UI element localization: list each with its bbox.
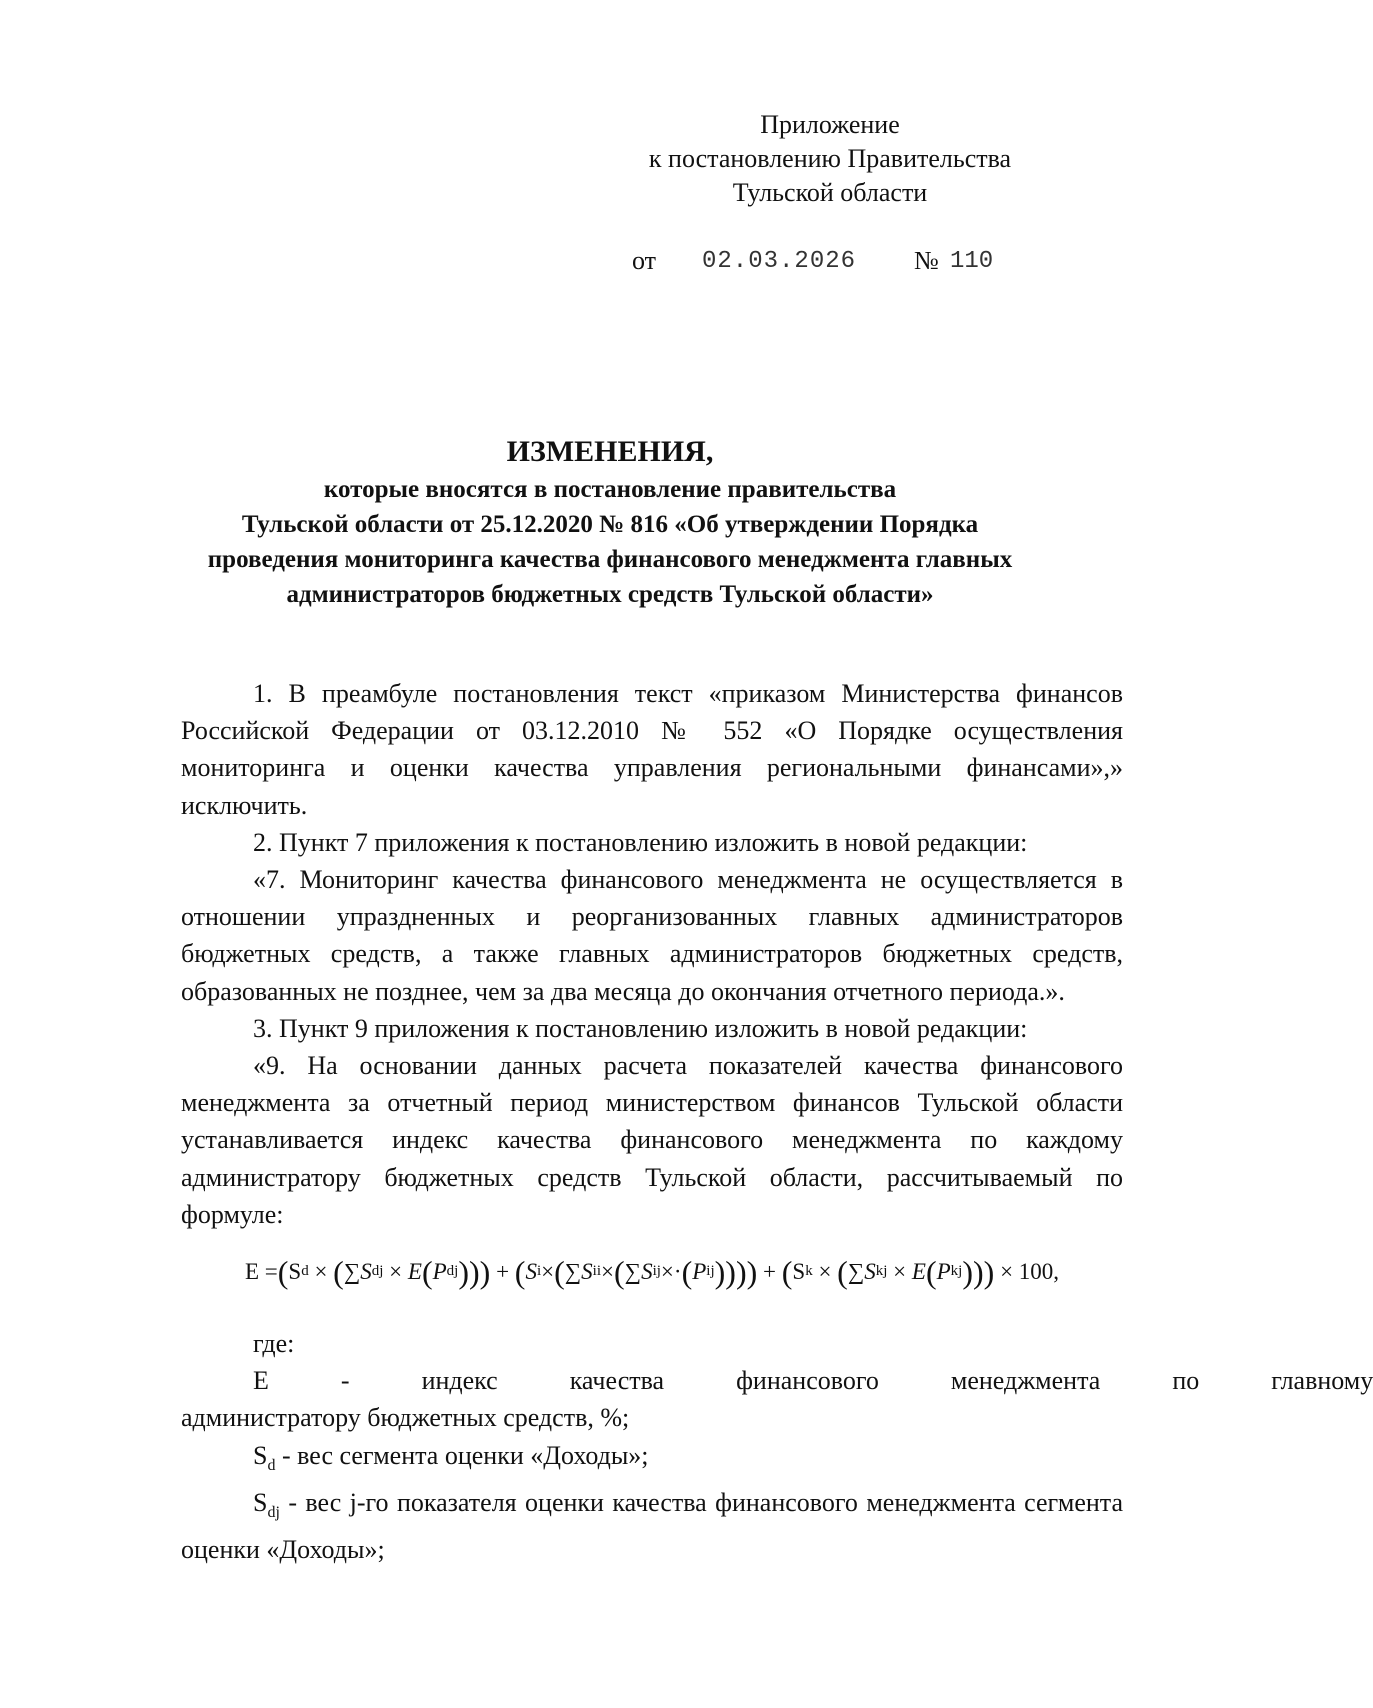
appendix-resolution-line: к постановлению Правительства	[648, 144, 1012, 173]
paragraph-4: 3. Пункт 9 приложения к постановлению изложить в новой редакции:	[253, 1013, 1028, 1043]
title-main: ИЗМЕНЕНИЯ,	[506, 435, 714, 468]
where-label: где:	[253, 1329, 295, 1359]
appendix-header	[600, 108, 1060, 210]
title-line-3: проведения мониторинга качества финансового менеджмента главных	[207, 546, 1013, 573]
title-line-1: которые вносятся в постановление правительства	[323, 476, 897, 503]
definition-sdj: $S_{dj}$ - вес j-го показателя оценки качества финансового менеджмента сегмента оценки «Доходы»;	[181, 1488, 1123, 1565]
paragraph-2: 2. Пункт 7 приложения к постановлению изложить в новой редакции:	[253, 827, 1028, 857]
paragraph-5: «9. На основании данных расчета показателей качества финансового менеджмента за отчетный период министерством финансов Тульской области устанавливается индекс качества финансового менеджмента по каждому администратору бюджетных средств Тульской области, рассчитываемый по формуле:	[181, 1051, 1123, 1229]
definition-e-continuation: администратору бюджетных средств, %;	[181, 1403, 630, 1433]
document-body	[181, 675, 1373, 1569]
title-line-2: Тульской области от 25.12.2020 № 816 «Об утверждении Порядка	[241, 511, 979, 538]
paragraph-3: «7. Мониторинг качества финансового менеджмента не осуществляется в отношении упраздненных и реорганизованных главных администраторов бюджетных средств, а также главных администраторов бюджетных средств, образованных не позднее, чем за два месяца до окончания отчетного периода.».	[181, 865, 1123, 1006]
resolution-number: 110	[950, 248, 994, 275]
definition-sd: $S_d$ - вес сегмента оценки «Доходы»;	[253, 1440, 649, 1474]
resolution-date-line	[632, 246, 1072, 282]
title-line-4: администраторов бюджетных средств Тульской области»	[286, 581, 934, 608]
number-sign: №	[914, 246, 939, 275]
resolution-date: 02.03.2026	[702, 248, 857, 275]
quality-index-formula: E = ( S d × ( ∑ S dj × E ( P dj ))) + ( S i × ( ∑ S ii × ( ∑ S ij × · ( P ij )))) + ( S k × ( ∑ S kj × E ( P kj ))) × 100,	[244, 1254, 1060, 1291]
paragraph-1: 1. В преамбуле постановления текст «приказом Министерства финансов Российской Федерации от 03.12.2010 № 552 «О Порядке осуществления мониторинга и оценки качества управления региональными финансами»,» исключить.	[181, 679, 1123, 820]
appendix-label: Приложение	[760, 110, 900, 139]
definition-e-first-line: Е - индекс качества финансового менеджмента по главному	[253, 1366, 1373, 1396]
date-from-label: от	[632, 246, 657, 275]
document-title	[120, 432, 1100, 612]
appendix-region-line: Тульской области	[732, 178, 928, 207]
